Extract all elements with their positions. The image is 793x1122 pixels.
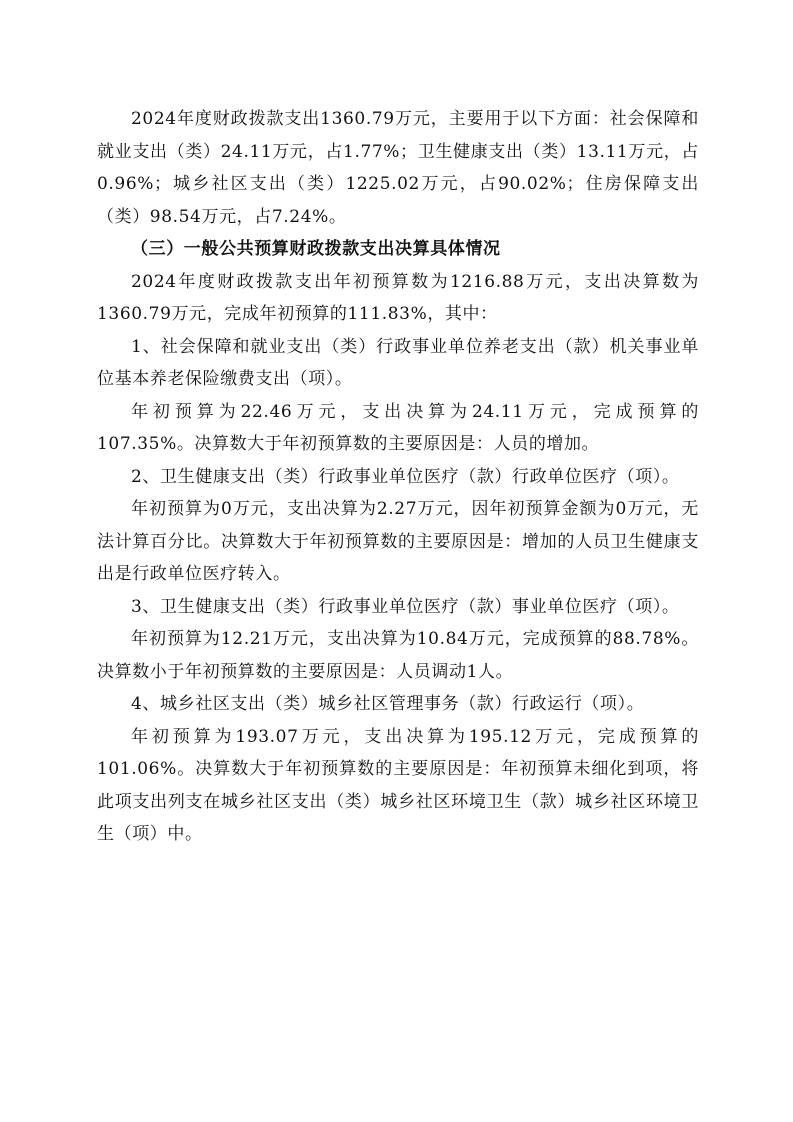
section-heading-general-budget: （三）一般公共预算财政拨款支出决算具体情况 [131, 239, 501, 259]
item-2-detail: 年初预算为0万元，支出决算为2.27万元，因年初预算金额为0万元，无法计算百分比。决算数大于年初预算数的主要原因是：增加的人员卫生健康支出是行政单位医疗转入。 [97, 499, 699, 584]
item-3-title: 3、卫生健康支出（类）行政事业单位医疗（款）事业单位医疗（项）。 [131, 596, 680, 617]
item-1-title: 1、社会保障和就业支出（类）行政事业单位养老支出（款）机关事业单位基本养老保险缴费支出（项）。 [97, 336, 699, 389]
document-body [97, 103, 699, 851]
item-4-detail: 年初预算为193.07万元，支出决算为195.12万元，完成预算的101.06%。决算数大于年初预算数的主要原因是：年初预算未细化到项，将此项支出列支在城乡社区支出（类）城乡社区环境卫生（款）城乡社区环境卫生（项）中。 [97, 726, 699, 844]
item-2-title: 2、卫生健康支出（类）行政事业单位医疗（款）行政单位医疗（项）。 [131, 466, 680, 487]
item-1-detail: 年初预算为22.46万元，支出决算为24.11万元，完成预算的107.35%。决算数大于年初预算数的主要原因是：人员的增加。 [97, 401, 699, 454]
item-4-title: 4、城乡社区支出（类）城乡社区管理事务（款）行政运行（项）。 [131, 694, 645, 714]
paragraph-budget-overview: 2024年度财政拨款支出年初预算数为1216.88万元，支出决算数为1360.79万元，完成年初预算的111.83%，其中： [97, 271, 699, 324]
paragraph-expenditure-summary: 2024年度财政拨款支出1360.79万元，主要用于以下方面：社会保障和就业支出（类）24.11万元，占1.77%；卫生健康支出（类）13.11万元，占0.96%；城乡社区支出（类）1225.02万元，占90.02%；住房保障支出（类）98.54万元，占7.24%。 [97, 109, 699, 227]
item-3-detail: 年初预算为12.21万元，支出决算为10.84万元，完成预算的88.78%。决算数小于年初预算数的主要原因是：人员调动1人。 [97, 629, 699, 682]
